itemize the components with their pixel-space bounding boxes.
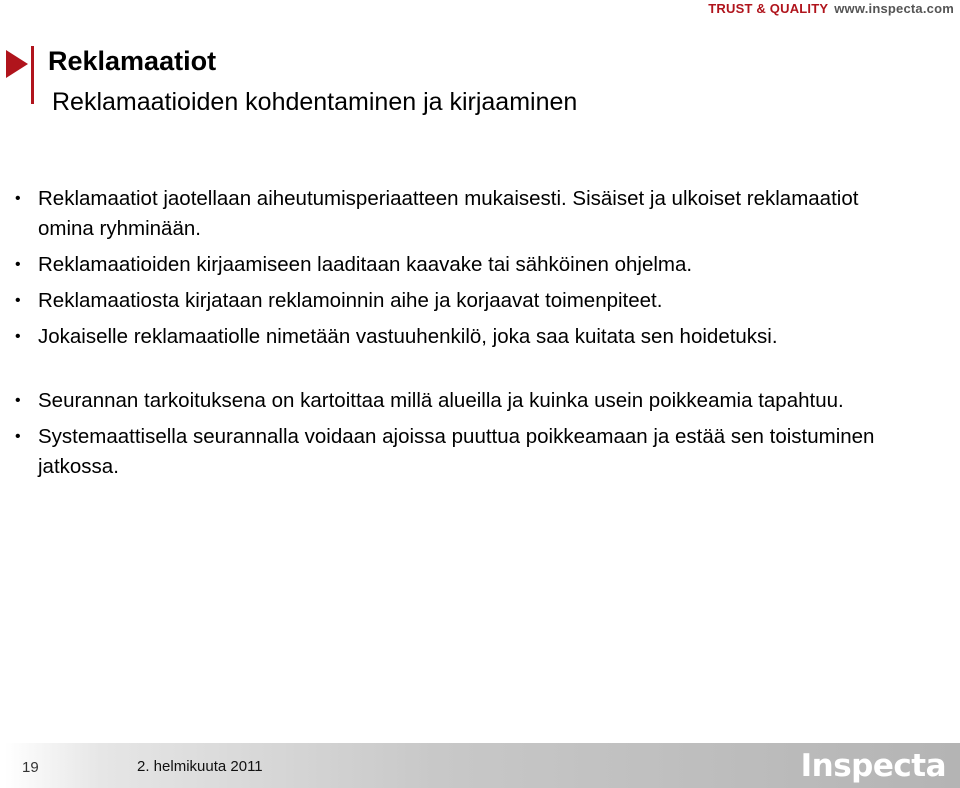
brand-tagline: TRUST & QUALITY — [708, 1, 829, 16]
brand-header — [708, 1, 954, 16]
title-accent-bar — [31, 46, 34, 104]
page-number: 19 — [22, 759, 39, 776]
brand-url: www.inspecta.com — [834, 1, 954, 16]
bullet-item: • Seurannan tarkoituksena on kartoittaa millä alueilla ja kuinka usein poikkeamia tapahtuu. — [12, 386, 918, 416]
slide-subtitle: Reklamaatioiden kohdentaminen ja kirjaaminen — [52, 88, 578, 116]
title-arrow-icon — [6, 50, 28, 78]
bullet-item: • Jokaiselle reklamaatiolle nimetään vastuuhenkilö, joka saa kuitata sen hoidetuksi. — [12, 322, 942, 352]
slide-date: 2. helmikuuta 2011 — [137, 758, 263, 775]
footer-bar — [5, 743, 960, 788]
bullet-item: • Systemaattisella seurannalla voidaan ajoissa puuttua poikkeamaan ja estää sen toistuminen jatkossa. — [12, 422, 918, 482]
bullet-item: • Reklamaatiosta kirjataan reklamoinnin aihe ja korjaavat toimenpiteet. — [12, 286, 942, 316]
bullet-item: • Reklamaatiot jaotellaan aiheutumisperiaatteen mukaisesti. Sisäiset ja ulkoiset reklamaatiot omina ryhminään. — [12, 184, 918, 244]
inspecta-logo: Inspecta — [800, 748, 946, 784]
bullet-list — [12, 184, 942, 488]
slide-title: Reklamaatiot — [48, 46, 217, 76]
bullet-item: • Reklamaatioiden kirjaamiseen laaditaan kaavake tai sähköinen ohjelma. — [12, 250, 942, 280]
